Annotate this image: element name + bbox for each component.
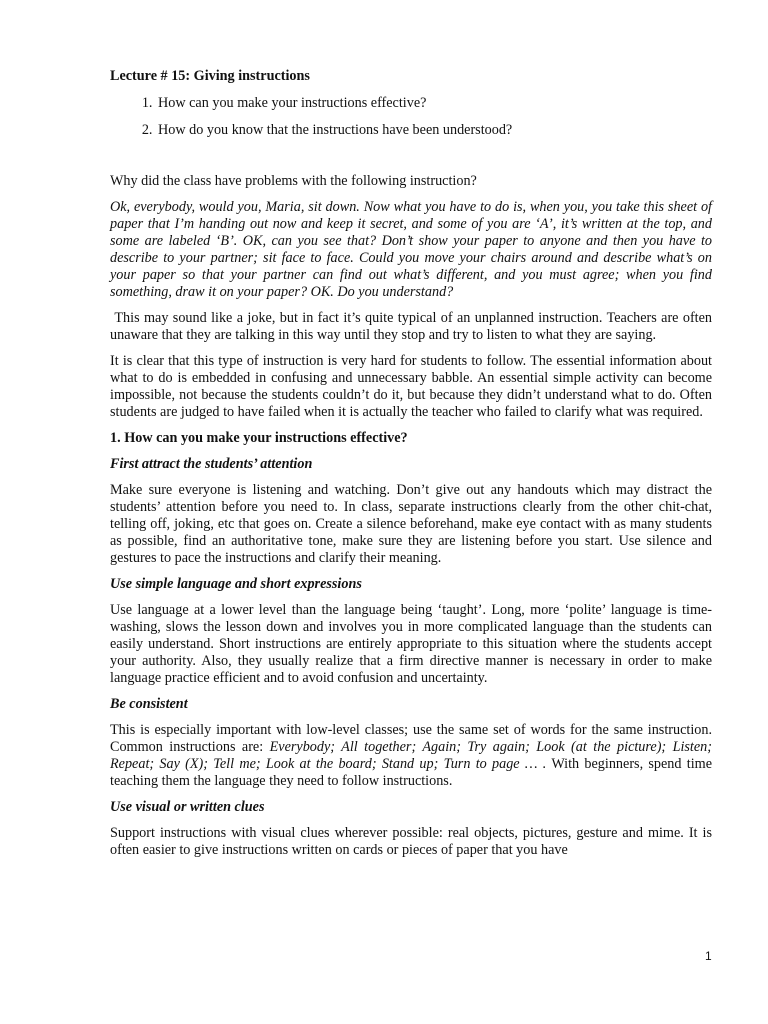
example-instruction: Ok, everybody, would you, Maria, sit down. Now what you have to do is, when you, you take this sheet of paper that I’m handing out now and keep it secret, and some of you are ‘A’, it’s written at the top, and some are labeled ‘B’. OK, can you see that? Don’t show your paper to anyone and then you have to describe to your partner; sit face to face. Could you move your chairs around and describe what’s on your paper so that your partner can find out what’s different, and you must agree; when you find something, draw it on your paper? OK. Do you understand? [110, 199, 712, 300]
paragraph-consistent [110, 722, 712, 790]
subheading-attention: First attract the students’ attention [110, 456, 313, 472]
document-page [110, 68, 716, 868]
section-heading-effective: 1. How can you make your instructions effective? [110, 430, 408, 446]
paragraph-clear: It is clear that this type of instruction is very hard for students to follow. The essential information about what to do is embedded in confusing and unnecessary babble. An essential simple activity can become impossible, not because the students couldn’t do it, but because they didn’t understand what to do. Often students are judged to have failed when it is actually the teacher who failed to clarify what was required. [110, 353, 712, 420]
page-number: 1 [705, 949, 712, 963]
paragraph-simple-language: Use language at a lower level than the language being ‘taught’. Long, more ‘polite’ language is time-washing, slows the lesson down and involves you in more complicated language than the students can easily understand. Short instructions are entirely appropriate to this situation where the students accept your authority. Also, they usually realize that a firm directive manner is necessary in order to make language practice efficient and to avoid confusion and uncertainty. [110, 602, 712, 686]
paragraph-visual-clues: Support instructions with visual clues wherever possible: real objects, pictures, gesture and mime. It is often easier to give instructions written on cards or pieces of paper that you have [110, 825, 712, 858]
why-question: Why did the class have problems with the following instruction? [110, 173, 477, 189]
common-instructions-list: Everybody; All together; Again; Try again; Look (at the picture); Listen; Repeat; Say (X); Tell me; Look at the board; Stand up; Turn to page … . [110, 739, 712, 772]
consistent-text-end: With beginners, spend time teaching them the language they need to follow instructions. [110, 756, 712, 789]
paragraph-typical: This may sound like a joke, but in fact it’s quite typical of an unplanned instruction. Teachers are often unaware that they are talking in this way until they stop and try to listen to what they are saying. [110, 310, 716, 343]
page-title: Lecture # 15: Giving instructions [110, 68, 310, 84]
question-item: 1. How can you make your instructions effective? [156, 95, 712, 112]
subheading-simple-language: Use simple language and short expressions [110, 576, 362, 592]
paragraph-attention: Make sure everyone is listening and watching. Don’t give out any handouts which may distract the students’ attention before you need to. In class, separate instructions clearly from the other chit-chat, telling off, joking, etc that goes on. Create a silence beforehand, make eye contact with as many students as possible, find an authoritative tone, make sure they are listening before you start. Use silence and gestures to pace the instructions and clarify their meaning. [110, 482, 712, 566]
question-list [110, 95, 712, 139]
subheading-consistent: Be consistent [110, 696, 188, 712]
subheading-visual-clues: Use visual or written clues [110, 799, 265, 815]
question-item: 2. How do you know that the instructions have been understood? [156, 122, 712, 139]
consistent-text-start: This is especially important with low-level classes; use the same set of words for the same instruction. Common instructions are: [110, 722, 712, 755]
